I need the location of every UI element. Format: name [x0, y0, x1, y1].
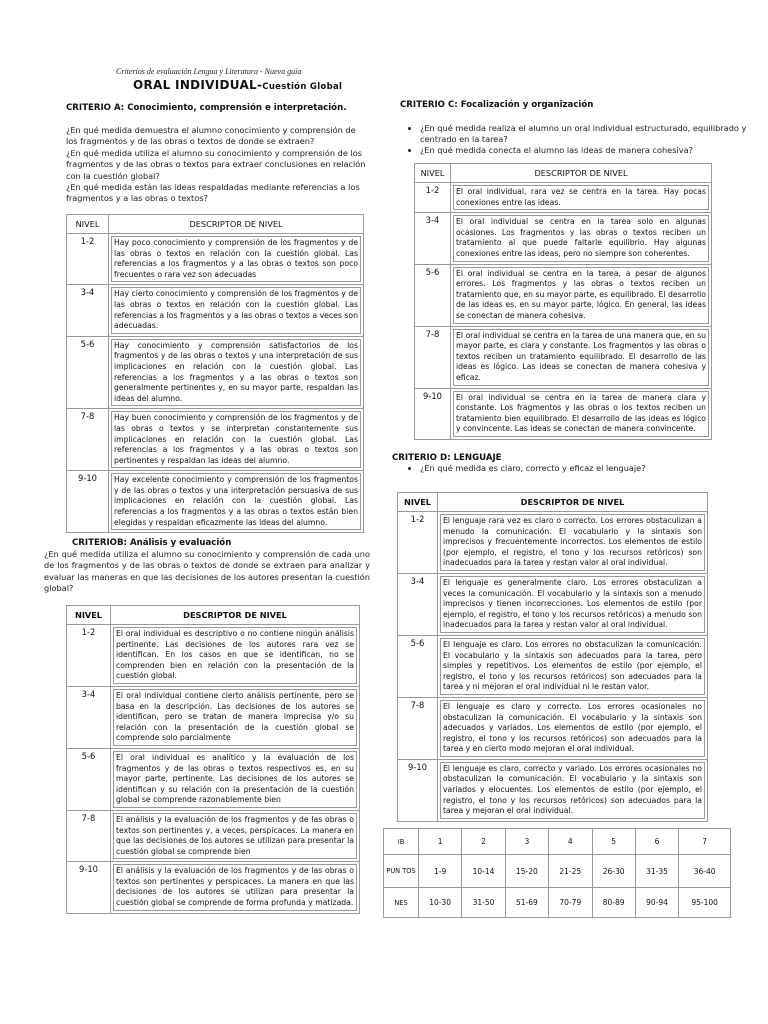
ib-cell: 1-9 [419, 855, 462, 888]
descriptor-cell [111, 862, 360, 913]
ib-cell: 36-40 [679, 855, 731, 888]
ib-cell: 31-50 [462, 888, 505, 918]
ib-cell: 10-30 [419, 888, 462, 918]
descriptor-text: El oral individual se centra en la tarea de manera clara y constante. Los fragmentos y las obras o los textos reciben un tratamiento bien equilibrado. El desarrollo de las ideas es lógico y convincente. Las ideas se conectan de manera convincente. [453, 391, 709, 437]
descriptor-cell [451, 183, 712, 213]
ib-cell: 7 [679, 829, 731, 855]
ib-row-label: PUN TOS [384, 855, 419, 888]
rubric-row [398, 697, 708, 759]
level-cell: 5-6 [67, 336, 109, 409]
descriptor-cell [438, 635, 708, 697]
question: ¿En qué medida están las ideas respaldadas mediante referencias a los fragmentos y a las obras o textos? [66, 182, 360, 204]
level-cell: 9-10 [415, 388, 451, 439]
rubric-row [415, 326, 712, 388]
rubric-row [398, 759, 708, 821]
criterio-d-heading: CRITERIO D: LENGUAJE [392, 453, 502, 463]
ib-cell: 6 [635, 829, 678, 855]
rubric-row [398, 635, 708, 697]
descriptor-text: Hay excelente conocimiento y comprensión de los fragmentos y de las obras o textos y una interpretación persuasiva de sus implicaciones en relación con la cuestión global. Las referencias a los fragmentos y a las obras o textos están bien elegidas y respaldan eficazmente las ideas del alumno. [111, 473, 361, 530]
title-suffix: Cuestión Global [262, 82, 343, 92]
descriptor-cell [438, 759, 708, 821]
criterio-b-table [66, 605, 360, 914]
rubric-row [67, 810, 360, 861]
question: ¿En qué medida demuestra el alumno conocimiento y comprensión de los fragmentos y de las obras o textos de donde se extraen? [66, 125, 356, 147]
ib-row-label: IB [384, 829, 419, 855]
ib-cell: 3 [505, 829, 548, 855]
criterio-d-questions [400, 463, 750, 474]
col-descriptor: DESCRIPTOR DE NIVEL [111, 606, 360, 625]
ib-cell: 90-94 [635, 888, 678, 918]
descriptor-text: El lenguaje es claro. Los errores no obstaculizan la comunicación. El vocabulario y la sintaxis son adecuados para la tarea, pero simples y repetitivos. Los elementos de estilo (por ejemplo, el registro, el tono y los recursos retóricos) son adecuados para la tarea y ni mejoran el oral individual ni le restan valor. [440, 638, 705, 695]
descriptor-text: El lenguaje es generalmente claro. Los errores obstaculizan a veces la comunicación. El vocabulario y la sintaxis son a menudo imprecisos y tienen incorrecciones. Los elementos de estilo (por ejemplo, el registro, el tono y los recursos retóricos) a menudo son inadecuados para la tarea y restan valor al oral individual. [440, 576, 705, 633]
level-cell: 3-4 [67, 285, 109, 336]
descriptor-cell [109, 336, 364, 409]
rubric-row [415, 388, 712, 439]
question: • ¿En qué medida es claro, correcto y eficaz el lenguaje? [420, 463, 750, 474]
page-title [133, 78, 342, 92]
descriptor-cell [451, 326, 712, 388]
level-cell: 5-6 [67, 748, 111, 810]
ib-cell: 1 [419, 829, 462, 855]
descriptor-cell [111, 810, 360, 861]
level-cell: 3-4 [398, 573, 438, 635]
col-nivel: NIVEL [415, 164, 451, 183]
ib-cell: 95-100 [679, 888, 731, 918]
ib-cell: 10-14 [462, 855, 505, 888]
criterio-b-heading: CRITERIOB: Análisis y evaluación [72, 538, 232, 548]
level-cell: 1-2 [67, 625, 111, 687]
rubric-row [67, 862, 360, 913]
rubric-row [67, 625, 360, 687]
descriptor-cell [451, 213, 712, 264]
level-cell: 3-4 [415, 213, 451, 264]
criterio-c-questions [400, 123, 750, 156]
criterio-a-questions [66, 125, 368, 205]
col-nivel: NIVEL [67, 606, 111, 625]
question: ¿En qué medida utiliza el alumno su conocimiento y comprensión de los fragmentos y de las obras o textos para extraer conclusiones en relación con la cuestión global? [66, 147, 366, 181]
criterio-b-question: ¿En qué medida utiliza el alumno su conocimiento y comprensión de cada uno de los fragmentos y de las obras o textos de donde se extraen para analizar y evaluar las maneras en que las decisiones de los autores presentan la cuestión global? [44, 549, 370, 594]
level-cell: 7-8 [67, 409, 109, 471]
descriptor-cell [109, 285, 364, 336]
ib-cell: 26-30 [592, 855, 635, 888]
level-cell: 9-10 [398, 759, 438, 821]
level-cell: 9-10 [67, 862, 111, 913]
descriptor-text: El oral individual, rara vez se centra en la tarea. Hay pocas conexiones entre las ideas. [453, 185, 709, 210]
rubric-row [67, 686, 360, 748]
descriptor-cell [111, 625, 360, 687]
ib-cell: 2 [462, 829, 505, 855]
level-cell: 5-6 [398, 635, 438, 697]
rubric-row [67, 471, 364, 533]
criterio-a-table [66, 214, 364, 533]
criterio-a-heading: CRITERIO A: Conocimiento, comprensión e interpretación. [66, 103, 347, 113]
level-cell: 3-4 [67, 686, 111, 748]
descriptor-text: Hay poco conocimiento y comprensión de los fragmentos y de las obras o textos en relación con la cuestión global. Las referencias a los fragmentos y a las obras o textos son poco frecuentes o rara vez son adecuadas [111, 236, 361, 282]
ib-row-nes [384, 888, 731, 918]
level-cell: 1-2 [415, 183, 451, 213]
col-descriptor: DESCRIPTOR DE NIVEL [109, 215, 364, 234]
ib-cell: 51-69 [505, 888, 548, 918]
rubric-row [415, 213, 712, 264]
ib-cell: 31-35 [635, 855, 678, 888]
ib-cell: 5 [592, 829, 635, 855]
descriptor-cell [109, 471, 364, 533]
descriptor-cell [438, 697, 708, 759]
rubric-row [67, 285, 364, 336]
ib-row-puntos [384, 855, 731, 888]
level-cell: 7-8 [398, 697, 438, 759]
rubric-row [415, 264, 712, 326]
level-cell: 9-10 [67, 471, 109, 533]
ib-cell: 4 [549, 829, 592, 855]
descriptor-text: El lenguaje rara vez es claro o correcto. Los errores obstaculizan a menudo la comunicación. El vocabulario y la sintaxis son imprecisos y frecuentemente incorrectos. Los elementos de estilo (por ejemplo, el registro, el tono y los recursos retóricos) son inadecuados para la tarea y restan valor al oral individual. [440, 514, 705, 571]
criterio-c-heading: CRITERIO C: Focalización y organización [400, 100, 594, 110]
descriptor-cell [109, 409, 364, 471]
col-descriptor: DESCRIPTOR DE NIVEL [451, 164, 712, 183]
criterio-d-table [397, 492, 708, 822]
rubric-row [67, 409, 364, 471]
ib-row-label: NES [384, 888, 419, 918]
ib-conversion-table [383, 828, 731, 918]
criterio-c-table [414, 163, 712, 440]
ib-cell: 80-89 [592, 888, 635, 918]
page-subtitle: Criterios de evaluación Lengua y Literatura - Nueva guía [116, 67, 302, 76]
rubric-row [415, 183, 712, 213]
level-cell: 1-2 [398, 512, 438, 574]
ib-row-ib [384, 829, 731, 855]
descriptor-cell [109, 234, 364, 285]
descriptor-text: El análisis y la evaluación de los fragmentos y de las obras o textos son pertinentes y, a veces, perspicaces. La manera en que las decisiones de los autores se utilizan para presentar la cuestión global se comprende bien [113, 813, 357, 859]
rubric-row [67, 336, 364, 409]
descriptor-text: El análisis y la evaluación de los fragmentos y de las obras o textos son pertinentes y perspicaces. La manera en que las decisiones de los autores se utilizan para presentar la cuestión global se comprende de forma profunda y matizada. [113, 864, 357, 910]
descriptor-text: Hay cierto conocimiento y comprensión de los fragmentos y de las obras o textos en relación con la cuestión global. Las referencias a los fragmentos y a las obras o textos a veces son adecuadas. [111, 287, 361, 333]
descriptor-text: Hay buen conocimiento y comprensión de los fragmentos y de las obras o textos y se interpretan constantemente sus implicaciones en relación con la cuestión global. Las referencias a los fragmentos y a las obras o textos son pertinentes y respaldan las ideas del alumno. [111, 411, 361, 468]
rubric-row [67, 234, 364, 285]
descriptor-text: El lenguaje es claro y correcto. Los errores ocasionales no obstaculizan la comunicación. El vocabulario y la sintaxis son adecuados y variados. Los elementos de estilo (por ejemplo, el registro, el tono y los recursos retóricos) son adecuados para la tarea y en cierto modo mejoran el oral individual. [440, 700, 705, 757]
ib-cell: 21-25 [549, 855, 592, 888]
rubric-row [398, 512, 708, 574]
level-cell: 7-8 [67, 810, 111, 861]
rubric-row [398, 573, 708, 635]
descriptor-cell [451, 388, 712, 439]
descriptor-cell [438, 512, 708, 574]
descriptor-cell [438, 573, 708, 635]
level-cell: 7-8 [415, 326, 451, 388]
col-nivel: NIVEL [398, 493, 438, 512]
descriptor-text: El oral individual se centra en la tarea, a pesar de algunos errores. Los fragmentos y las obras o textos reciben un tratamiento que, en su mayor parte, es equilibrado. El desarrollo de las ideas es, en su mayor parte, lógico. En general, las ideas se conectan de manera cohesiva. [453, 267, 709, 324]
descriptor-cell [111, 748, 360, 810]
descriptor-text: Hay conocimiento y comprensión satisfactorios de los fragmentos y de las obras o textos y una interpretación de sus implicaciones en relación con la cuestión global. Las referencias a los fragmentos y a las obras o textos son generalmente pertinentes y, en su mayor parte, respaldan las ideas del alumno. [111, 339, 361, 407]
descriptor-text: El oral individual contiene cierto análisis pertinente, pero se basa en la descripción. Las decisiones de los autores se identifican, pero se tratan de manera imprecisa y/o su relación con la presentación de la cuestión global se comprende solo parcialmente [113, 689, 357, 746]
ib-cell: 70-79 [549, 888, 592, 918]
descriptor-text: El oral individual se centra en la tarea solo en algunas ocasiones. Los fragmentos y las obras o textos reciben un tratamiento al que puede faltarle equilibrio. Hay algunas conexiones entre las ideas, pero no siempre son coherentes. [453, 215, 709, 261]
descriptor-cell [111, 686, 360, 748]
col-nivel: NIVEL [67, 215, 109, 234]
col-descriptor: DESCRIPTOR DE NIVEL [438, 493, 708, 512]
title-main: ORAL INDIVIDUAL- [133, 78, 263, 92]
ib-cell: 15-20 [505, 855, 548, 888]
question: • ¿En qué medida realiza el alumno un oral individual estructurado, equilibrado y centrado en la tarea? [420, 123, 750, 145]
level-cell: 1-2 [67, 234, 109, 285]
descriptor-text: El oral individual se centra en la tarea de una manera que, en su mayor parte, es clara y constante. Los fragmentos y las obras o textos reciben un tratamiento equilibrado. El desarrollo de las ideas es lógico. Las ideas se conectan de manera cohesiva y eficaz. [453, 329, 709, 386]
level-cell: 5-6 [415, 264, 451, 326]
descriptor-cell [451, 264, 712, 326]
question: • ¿En qué medida conecta el alumno las ideas de manera cohesiva? [420, 145, 750, 156]
descriptor-text: El lenguaje es claro, correcto y variado. Los errores ocasionales no obstaculizan la comunicación. El vocabulario y la sintaxis son variados y elocuentes. Los elementos de estilo (por ejemplo, el registro, el tono y los recursos retóricos) son adecuados para la tarea y mejoran el oral individual. [440, 762, 705, 819]
descriptor-text: El oral individual es descriptivo o no contiene ningún análisis pertinente. Las decisiones de los autores rara vez se identifican. En los casos en que se identifican, no se comprenden bien en relación con la presentación de la cuestión global. [113, 627, 357, 684]
rubric-row [67, 748, 360, 810]
descriptor-text: El oral individual es analítico y la evaluación de los fragmentos y de las obras o textos respectivos es, en su mayor parte, pertinente. Las decisiones de los autores se identifican y su relación con la presentación de la cuestión global se comprende razonablemente bien [113, 751, 357, 808]
